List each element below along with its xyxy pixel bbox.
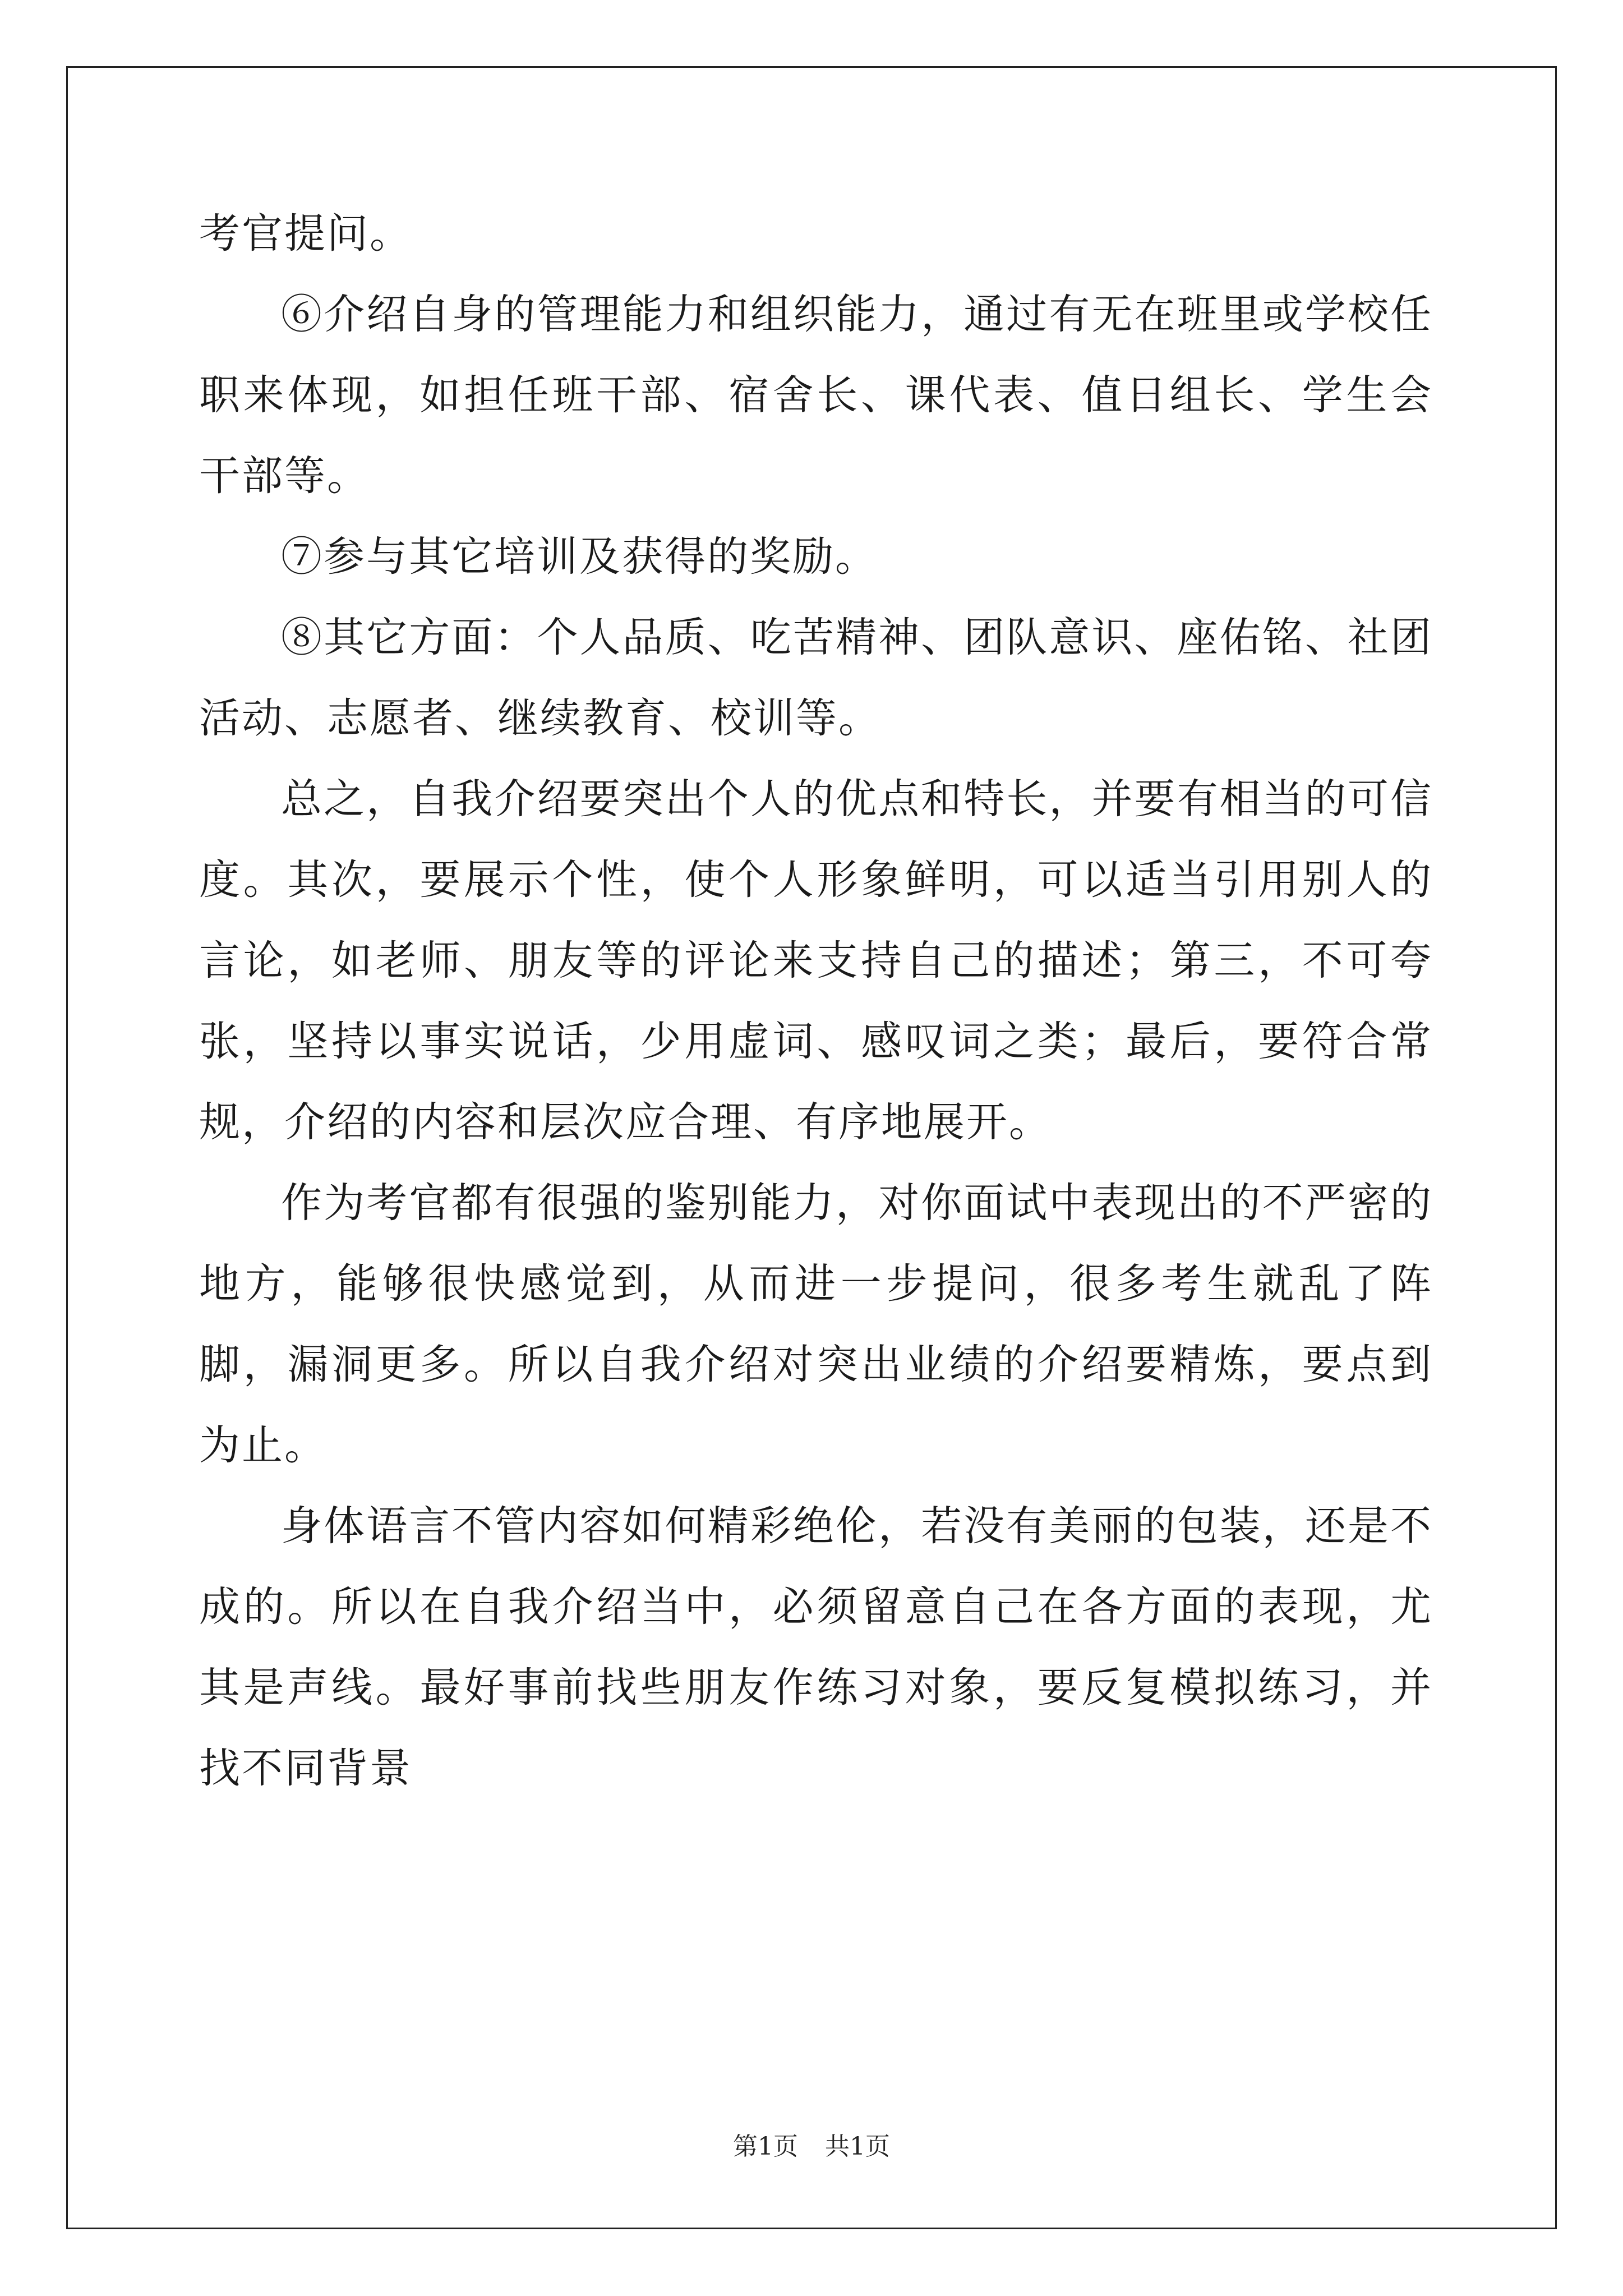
paragraph: 考官提问。: [199, 210, 412, 257]
document-body: [199, 194, 1433, 1809]
page-footer: [0, 2126, 1623, 2162]
paragraph: ⑧其它方面：个人品质、吃苦精神、团队意识、座佑铭、社团活动、志愿者、继续教育、校训等。: [199, 614, 1433, 742]
page-number-current: 第1页: [733, 2132, 798, 2161]
page-number-total: 共1页: [825, 2132, 890, 2161]
paragraph: 作为考官都有很强的鉴别能力，对你面试中表现出的不严密的地方，能够很快感觉到，从而进一步提问，很多考生就乱了阵脚，漏洞更多。所以自我介绍对突出业绩的介绍要精炼，要点到为止。: [199, 1179, 1433, 1469]
paragraph: ⑥介绍自身的管理能力和组织能力，通过有无在班里或学校任职来体现，如担任班干部、宿舍长、课代表、值日组长、学生会干部等。: [199, 291, 1433, 500]
paragraph: 身体语言不管内容如何精彩绝伦，若没有美丽的包装，还是不成的。所以在自我介绍当中，必须留意自己在各方面的表现，尤其是声线。最好事前找些朋友作练习对象，要反复模拟练习，并找不同背景: [199, 1502, 1433, 1792]
paragraph: 总之，自我介绍要突出个人的优点和特长，并要有相当的可信度。其次，要展示个性，使个人形象鲜明，可以适当引用别人的言论，如老师、朋友等的评论来支持自己的描述；第三，不可夸张，坚持以事实说话，少用虚词、感叹词之类；最后，要符合常规，介绍的内容和层次应合理、有序地展开。: [199, 775, 1433, 1146]
paragraph: ⑦参与其它培训及获得的奖励。: [281, 533, 878, 581]
